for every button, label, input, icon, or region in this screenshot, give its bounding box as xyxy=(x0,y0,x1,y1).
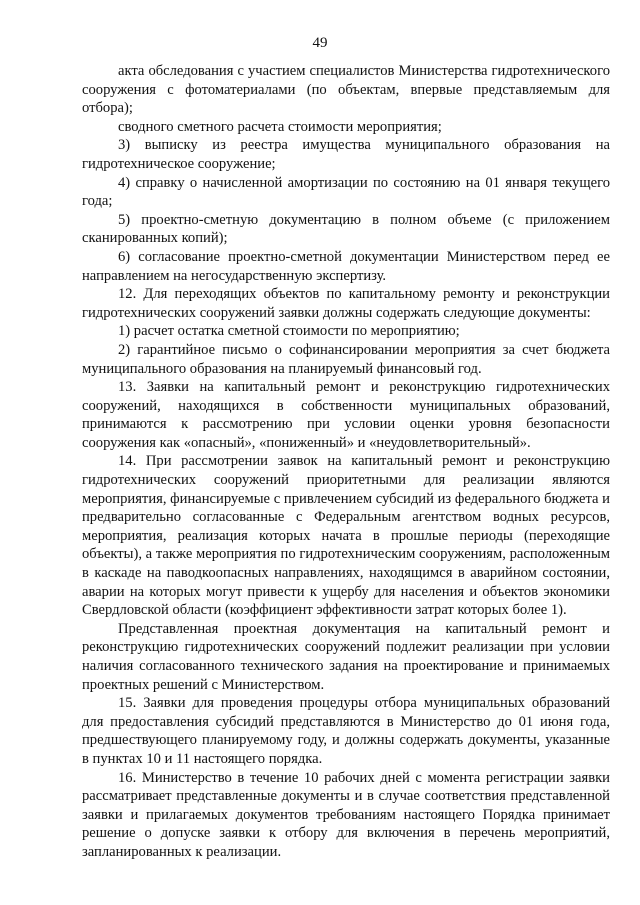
paragraph: акта обследования с участием специалистов Министерства гидротехнического сооружения с фотоматериалами (по объектам, впервые представляемым для отбора); xyxy=(82,63,610,117)
paragraph: 4) справку о начисленной амортизации по состоянию на 01 января текущего года; xyxy=(82,174,610,210)
paragraph: 3) выписку из реестра имущества муниципального образования на гидротехническое сооружение; xyxy=(82,137,610,172)
paragraph: 5) проектно-сметную документацию в полном объеме (с приложением сканированных копий); xyxy=(82,211,610,247)
paragraph: 2) гарантийное письмо о софинансировании мероприятия за счет бюджета муниципального образования на планируемый финансовый год. xyxy=(82,341,610,377)
paragraph: 6) согласование проектно-сметной документации Министерством перед ее направлением на негосударственную экспертизу. xyxy=(82,248,610,284)
paragraph: 15. Заявки для проведения процедуры отбора муниципальных образований для предоставления субсидий представляются в Министерство до 01 июня года, предшествующего планируемому году, и должны содержать документы, указанные в пунктах 10 и 11 настоящего порядка. xyxy=(82,695,610,767)
paragraph: Представленная проектная документация на капитальный ремонт и реконструкцию гидротехнических сооружений подлежит реализации при условии наличия согласованного технического задания на проектирование и принимаемых проектных решений с Министерством. xyxy=(82,620,610,693)
paragraph: 1) расчет остатка сметной стоимости по мероприятию; xyxy=(118,323,460,340)
paragraph: 12. Для переходящих объектов по капитальному ремонту и реконструкции гидротехнических сооружений заявки должны содержать следующие документы: xyxy=(82,286,610,321)
paragraph: сводного сметного расчета стоимости мероприятия; xyxy=(118,118,442,135)
paragraph: 13. Заявки на капитальный ремонт и реконструкцию гидротехнических сооружений, находящихся в собственности муниципальных образований, принимаются к рассмотрению при условии оценки уровня безопасности сооружения как «опасный», «пониженный» и «неудовлетворительный». xyxy=(82,379,610,451)
page-number: 49 xyxy=(312,35,328,51)
document-body xyxy=(82,62,610,862)
paragraph: 14. При рассмотрении заявок на капитальный ремонт и реконструкцию гидротехнических сооружений приоритетными для реализации являются мероприятия, финансируемые с привлечением субсидий из федерального бюджета и предварительно согласованные с Федеральным агентством водных ресурсов, мероприятия, реализация которых начата в прошлые периоды (переходящие объекты), а также мероприятия по гидротехническим сооружениям, расположенным в каскаде на паводкоопасных направлениях, находящимся в аварийном состоянии, аварии на которых могут привести к ущербу для населения и объектов экономики Свердловской области (коэффициент эффективности затрат которых более 1). xyxy=(82,453,610,619)
paragraph: 16. Министерство в течение 10 рабочих дней с момента регистрации заявки рассматривает представленные документы и в случае соответствия представленной заявки и прилагаемых документов требованиям настоящего Порядка принимает решение о допуске заявки к отбору для включения в перечень мероприятий, запланированных к реализации. xyxy=(82,769,610,860)
